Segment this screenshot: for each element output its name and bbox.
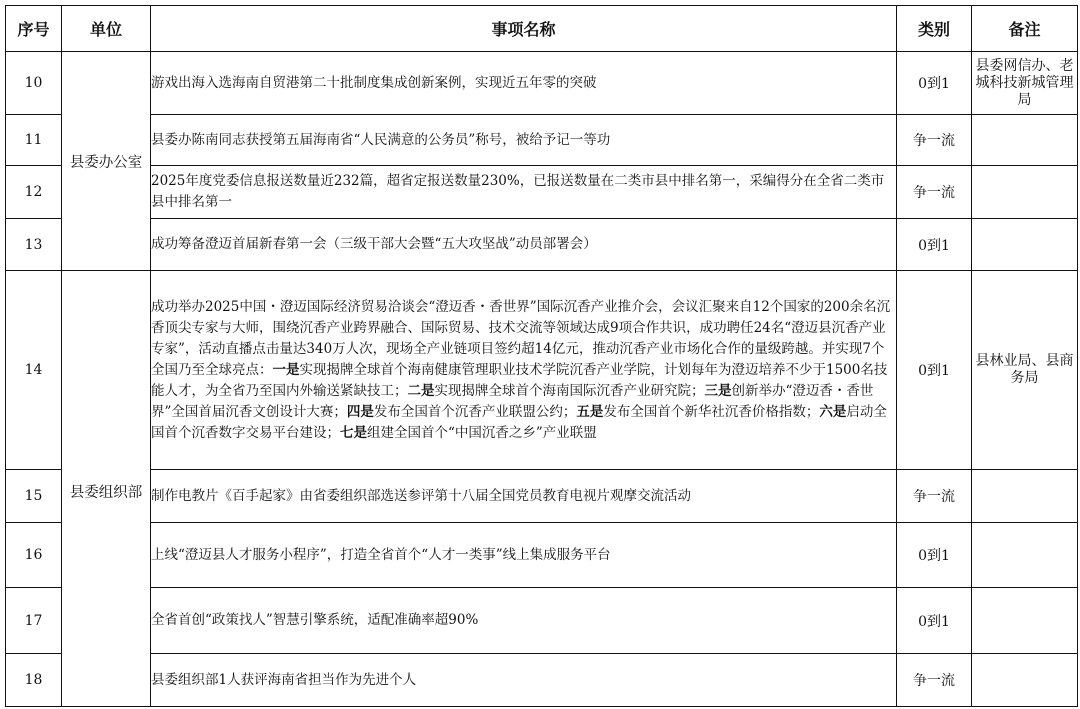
item-text-segment: 成功举办2025中国・澄迈国际经济贸易洽谈会“澄迈香・香世界”国际沉香产业推介会，会议汇聚来自12个国家的200余名沉香顶尖专家与大师，围绕沉香产业跨界融合、国际贸易、技术交流等领域达成9项合作共识，成功聘任24名“澄迈县沉香产业专家”，活动直播点击量达340万人次，现场全产业链项目签约超14亿元，推动沉香产业市场化合作的量级跨越。并实现7个全国乃至全球亮点： — [151, 298, 891, 378]
unit-cell: 县委办公室 — [62, 52, 151, 271]
table-row — [6, 523, 1078, 588]
item-cell: 2025年度党委信息报送数量近232篇，超省定报送数量230%，已报送数量在二类市县中排名第一，采编得分在全省二类市县中排名第一 — [151, 166, 897, 219]
category-cell: 0到1 — [897, 271, 972, 470]
category-cell: 0到1 — [897, 523, 972, 588]
item-text-segment: 组建全国首个“中国沉香之乡”产业联盟 — [367, 424, 597, 441]
item-highlight-marker: 一是 — [272, 361, 300, 378]
unit-cell: 县委组织部 — [62, 271, 151, 707]
row-number: 11 — [6, 115, 62, 166]
category-cell: 0到1 — [897, 588, 972, 654]
row-number: 12 — [6, 166, 62, 219]
item-text-segment: 实现揭牌全球首个海南健康管理职业技术学院沉香产业学院，计划每年为澄迈培养不少于1500名技能人才，为全省乃至国内外输送紧缺技工； — [151, 361, 888, 399]
table-row — [6, 271, 1078, 470]
row-number: 16 — [6, 523, 62, 588]
row-number: 18 — [6, 654, 62, 707]
row-number: 13 — [6, 219, 62, 271]
header-category: 类别 — [897, 6, 972, 52]
category-cell: 争一流 — [897, 470, 972, 523]
header-row — [6, 6, 1078, 52]
table-row — [6, 219, 1078, 271]
item-cell: 游戏出海入选海南自贸港第二十批制度集成创新案例，实现近五年零的突破 — [151, 52, 897, 115]
items-table — [5, 5, 1078, 707]
header-item: 事项名称 — [151, 6, 897, 52]
item-cell — [151, 271, 897, 470]
row-number: 10 — [6, 52, 62, 115]
header-unit: 单位 — [62, 6, 151, 52]
item-highlight-marker: 二是 — [407, 382, 435, 399]
header-note: 备注 — [972, 6, 1078, 52]
item-text-segment: 发布全国首个新华社沉香价格指数； — [603, 403, 820, 420]
table-row — [6, 470, 1078, 523]
item-highlight-marker: 四是 — [346, 403, 374, 420]
note-cell — [972, 115, 1078, 166]
category-cell: 争一流 — [897, 115, 972, 166]
item-cell: 县委组织部1人获评海南省担当作为先进个人 — [151, 654, 897, 707]
item-text-segment: 发布全国首个沉香产业联盟公约； — [373, 403, 577, 420]
item-highlight-marker: 六是 — [819, 403, 847, 420]
note-cell — [972, 166, 1078, 219]
note-cell — [972, 470, 1078, 523]
category-cell: 0到1 — [897, 219, 972, 271]
item-text-segment: 实现揭牌全球首个海南国际沉香产业研究院； — [434, 382, 705, 399]
item-highlight-marker: 五是 — [576, 403, 604, 420]
item-highlight-marker: 三是 — [704, 382, 732, 399]
table-row — [6, 588, 1078, 654]
table-row — [6, 654, 1078, 707]
row-number: 17 — [6, 588, 62, 654]
table-row — [6, 166, 1078, 219]
note-cell — [972, 588, 1078, 654]
item-cell: 制作电教片《百手起家》由省委组织部选送参评第十八届全国党员教育电视片观摩交流活动 — [151, 470, 897, 523]
row-number: 15 — [6, 470, 62, 523]
note-cell — [972, 219, 1078, 271]
item-highlight-marker: 七是 — [340, 424, 367, 441]
note-cell — [972, 523, 1078, 588]
item-cell: 上线“澄迈县人才服务小程序”，打造全省首个“人才一类事”线上集成服务平台 — [151, 523, 897, 588]
note-cell — [972, 654, 1078, 707]
row-number: 14 — [6, 271, 62, 470]
header-no: 序号 — [6, 6, 62, 52]
note-cell: 县林业局、县商务局 — [972, 271, 1078, 470]
item-cell: 成功筹备澄迈首届新春第一会（三级干部大会暨“五大攻坚战”动员部署会） — [151, 219, 897, 271]
item-cell: 全省首创“政策找人”智慧引擎系统，适配准确率超90% — [151, 588, 897, 654]
item-text-segment: 启动全国首个沉香数字交易平台建设； — [151, 403, 887, 441]
category-cell: 0到1 — [897, 52, 972, 115]
table-row — [6, 52, 1078, 115]
item-text-segment: 创新举办“澄迈香・香世界”全国首届沉香文创设计大赛； — [151, 382, 874, 420]
note-cell: 县委网信办、老城科技新城管理局 — [972, 52, 1078, 115]
table-row — [6, 115, 1078, 166]
item-cell: 县委办陈南同志获授第五届海南省“人民满意的公务员”称号，被给予记一等功 — [151, 115, 897, 166]
category-cell: 争一流 — [897, 654, 972, 707]
category-cell: 争一流 — [897, 166, 972, 219]
